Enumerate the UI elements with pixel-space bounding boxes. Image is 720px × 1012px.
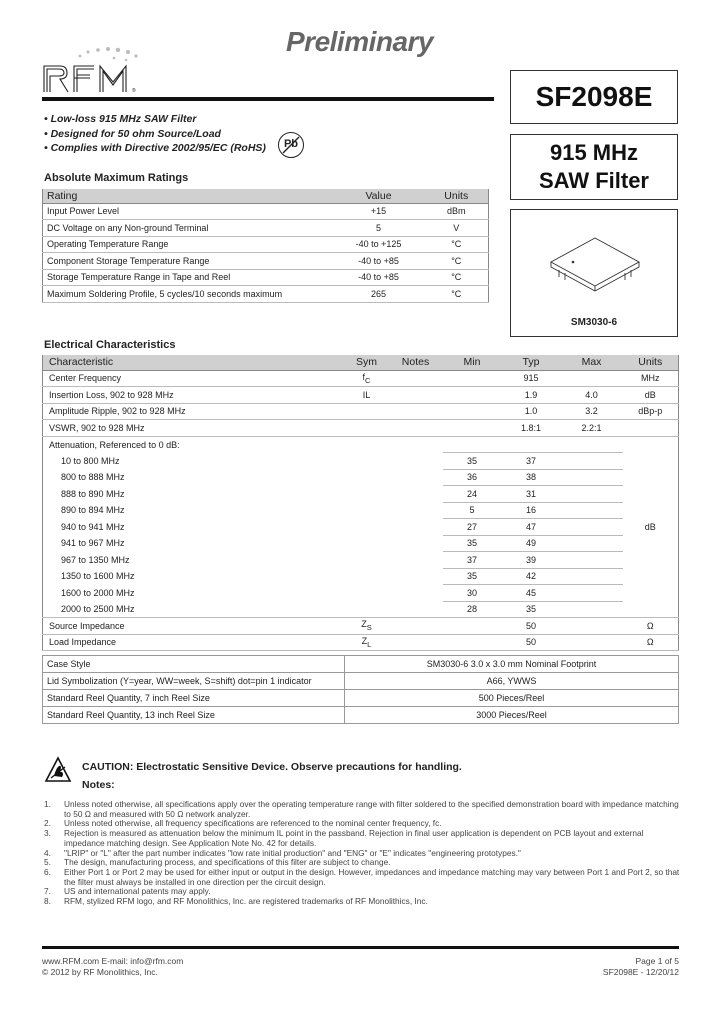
- sym-text: Z: [361, 635, 368, 646]
- note-text: Either Port 1 or Port 2 may be used for either input or output in the design. However, impedances and impedance matching may vary between Port 1 and Port 2, so that the filter must always be installed in one direction per the circuit design.: [64, 866, 680, 887]
- note-text: US and international patents may apply.: [64, 886, 211, 897]
- min-cell: 35: [443, 535, 502, 552]
- typ-cell: 47: [502, 519, 561, 536]
- attenuation-range: 10 to 800 MHz: [43, 453, 345, 470]
- table-row: [43, 203, 489, 220]
- caution-text: CAUTION: Electrostatic Sensitive Device. Observe precautions for handling.: [82, 761, 462, 773]
- footer-contact: www.RFM.com E-mail: info@rfm.com: [42, 956, 184, 966]
- typ-cell: 38: [502, 469, 561, 486]
- min-cell: 35: [443, 453, 502, 470]
- page-number: Page 1 of 5: [635, 956, 679, 966]
- attenuation-range: 2000 to 2500 MHz: [43, 601, 345, 618]
- col-header-typ: Typ: [502, 355, 561, 370]
- units-cell: °C: [425, 253, 489, 270]
- table-row: [43, 220, 489, 237]
- value-cell: 5: [333, 220, 425, 237]
- min-cell: 24: [443, 486, 502, 503]
- characteristic-cell: Source Impedance: [43, 618, 345, 635]
- max-cell: 2.2:1: [561, 420, 623, 437]
- units-cell: Ω: [623, 618, 679, 635]
- sym-cell: IL: [345, 387, 389, 404]
- table-row: [43, 269, 489, 286]
- electrical-title: Electrical Characteristics: [44, 339, 176, 351]
- note-number: 6.: [44, 866, 51, 877]
- preliminary-label: Preliminary: [286, 26, 434, 57]
- table-row: [43, 568, 679, 585]
- units-cell: dB: [623, 519, 679, 536]
- footer-copyright: © 2012 by RF Monolithics, Inc.: [42, 966, 158, 977]
- attenuation-range: 967 to 1350 MHz: [43, 552, 345, 569]
- table-row: [43, 436, 679, 453]
- pb-strike-icon: [278, 132, 304, 158]
- case-value: 500 Pieces/Reel: [345, 690, 679, 707]
- units-cell: °C: [425, 236, 489, 253]
- footer-left: [42, 956, 183, 977]
- min-cell: 37: [443, 552, 502, 569]
- rating-cell: DC Voltage on any Non-ground Terminal: [43, 220, 333, 237]
- package-name: SM3030-6: [570, 317, 618, 328]
- table-row: [43, 519, 679, 536]
- attenuation-range: 1600 to 2000 MHz: [43, 585, 345, 602]
- min-cell: 35: [443, 568, 502, 585]
- table-row: [43, 486, 679, 503]
- table-row: [43, 453, 679, 470]
- attenuation-range: 888 to 890 MHz: [43, 486, 345, 503]
- typ-cell: 49: [502, 535, 561, 552]
- rating-cell: Component Storage Temperature Range: [43, 253, 333, 270]
- attenuation-range: 890 to 894 MHz: [43, 502, 345, 519]
- characteristic-cell: Center Frequency: [43, 370, 345, 387]
- units-cell: dBp-p: [623, 403, 679, 420]
- typ-cell: 1.9: [502, 387, 561, 404]
- col-header-characteristic: Characteristic: [43, 355, 345, 370]
- col-header-max: Max: [561, 355, 623, 370]
- typ-cell: 31: [502, 486, 561, 503]
- attenuation-range: 1350 to 1600 MHz: [43, 568, 345, 585]
- table-row: [43, 286, 489, 303]
- table-row: [43, 634, 679, 651]
- table-row: [43, 236, 489, 253]
- rating-cell: Operating Temperature Range: [43, 236, 333, 253]
- min-cell: 5: [443, 502, 502, 519]
- rating-cell: Input Power Level: [43, 203, 333, 220]
- note-number: 4.: [44, 847, 51, 858]
- value-cell: +15: [333, 203, 425, 220]
- notes-title: Notes:: [82, 779, 115, 791]
- table-row: [43, 601, 679, 618]
- case-label: Lid Symbolization (Y=year, WW=week, S=shift) dot=pin 1 indicator: [43, 673, 345, 690]
- note-text: The design, manufacturing process, and specifications of this filter are subject to change.: [64, 857, 391, 868]
- col-header-value: Value: [333, 189, 425, 203]
- rating-cell: Maximum Soldering Profile, 5 cycles/10 seconds maximum: [43, 286, 333, 303]
- sym-cell: [345, 634, 389, 651]
- case-label: Standard Reel Quantity, 7 inch Reel Size: [43, 690, 345, 707]
- table-row: [43, 656, 679, 673]
- case-value: 3000 Pieces/Reel: [345, 707, 679, 724]
- feature-item: • Low-loss 915 MHz SAW Filter: [44, 113, 197, 125]
- product-description: [510, 134, 678, 200]
- footer-right: [560, 956, 679, 977]
- col-header-units: Units: [425, 189, 489, 203]
- table-row: [43, 618, 679, 635]
- list-item: [44, 868, 680, 887]
- rating-cell: Storage Temperature Range in Tape and Reel: [43, 269, 333, 286]
- package-drawing-icon: [511, 210, 679, 310]
- table-row: [43, 403, 679, 420]
- units-cell: Ω: [623, 634, 679, 651]
- sym-cell: [345, 618, 389, 635]
- characteristic-cell: Attenuation, Referenced to 0 dB:: [43, 436, 345, 453]
- feature-list: [44, 112, 266, 156]
- header-rule: [42, 97, 494, 101]
- typ-cell: 37: [502, 453, 561, 470]
- value-cell: -40 to +85: [333, 253, 425, 270]
- note-number: 2.: [44, 818, 51, 829]
- typ-cell: 1.0: [502, 403, 561, 420]
- typ-cell: 35: [502, 601, 561, 618]
- package-box: [510, 209, 678, 337]
- feature-item: • Complies with Directive 2002/95/EC (RoHS): [44, 142, 266, 154]
- attenuation-range: 800 to 888 MHz: [43, 469, 345, 486]
- sym-cell: [345, 370, 389, 387]
- units-cell: dBm: [425, 203, 489, 220]
- note-text: Rejection is measured as attenuation below the minimum IL point in the passband. Rejection in final user application is dependent on PCB layout and external impedance matching design. See Application Note No. 42 for details.: [64, 828, 644, 848]
- typ-cell: 50: [502, 634, 561, 651]
- table-row: [43, 585, 679, 602]
- value-cell: -40 to +85: [333, 269, 425, 286]
- note-number: 8.: [44, 896, 51, 907]
- case-value: SM3030-6 3.0 x 3.0 mm Nominal Footprint: [345, 656, 679, 673]
- col-header-sym: Sym: [345, 355, 389, 370]
- attenuation-range: 940 to 941 MHz: [43, 519, 345, 536]
- value-cell: -40 to +125: [333, 236, 425, 253]
- units-cell: °C: [425, 269, 489, 286]
- min-cell: 28: [443, 601, 502, 618]
- note-number: 5.: [44, 857, 51, 868]
- table-row: [43, 387, 679, 404]
- note-text: Unless noted otherwise, all specifications apply over the operating temperature range with filter soldered to the specified demonstration board with impedance matching to 50 Ω and measured with 50 Ω network analyzer.: [64, 799, 679, 819]
- notes-list: [44, 800, 680, 907]
- units-cell: dB: [623, 387, 679, 404]
- abs-max-title: Absolute Maximum Ratings: [44, 172, 189, 184]
- table-row: [43, 502, 679, 519]
- esd-warning-icon: [44, 756, 72, 784]
- value-cell: 265: [333, 286, 425, 303]
- case-label: Case Style: [43, 656, 345, 673]
- characteristic-cell: Amplitude Ripple, 902 to 928 MHz: [43, 403, 345, 420]
- typ-cell: 50: [502, 618, 561, 635]
- table-row: [43, 469, 679, 486]
- case-label: Standard Reel Quantity, 13 inch Reel Size: [43, 707, 345, 724]
- table-row: [43, 690, 679, 707]
- list-item: [44, 829, 680, 848]
- pb-symbol: Pb: [283, 138, 299, 150]
- note-number: 3.: [44, 828, 51, 839]
- feature-item: • Designed for 50 ohm Source/Load: [44, 127, 221, 140]
- list-item: [44, 897, 680, 907]
- abs-max-table: [42, 189, 489, 303]
- sym-subscript: L: [367, 639, 372, 649]
- doc-revision: SF2098E - 12/20/12: [602, 966, 679, 977]
- desc-line-1: 915 MHz: [549, 140, 639, 165]
- col-header-rating: Rating: [43, 189, 333, 203]
- note-number: 7.: [44, 886, 51, 897]
- col-header-units: Units: [623, 355, 679, 370]
- characteristic-cell: VSWR, 902 to 928 MHz: [43, 420, 345, 437]
- typ-cell: 45: [502, 585, 561, 602]
- typ-cell: 1.8:1: [502, 420, 561, 437]
- case-value: A66, YWWS: [345, 673, 679, 690]
- max-cell: 4.0: [561, 387, 623, 404]
- note-text: Unless noted otherwise, all frequency specifications are referenced to the nominal center frequency, fc.: [64, 818, 442, 829]
- footer-rule: [42, 946, 679, 949]
- typ-cell: 16: [502, 502, 561, 519]
- note-text: RFM, stylized RFM logo, and RF Monolithics, Inc. are registered trademarks of RF Monolithics, Inc.: [64, 896, 428, 907]
- attenuation-range: 941 to 967 MHz: [43, 535, 345, 552]
- table-row: [43, 552, 679, 569]
- table-row: [43, 673, 679, 690]
- min-cell: 36: [443, 469, 502, 486]
- note-text: "LRIP" or "L" after the part number indicates "low rate initial production" and "ENG" or "E" indicates "engineering prototypes.": [64, 847, 521, 858]
- units-cell: °C: [425, 286, 489, 303]
- col-header-notes: Notes: [389, 355, 443, 370]
- sym-text: f: [362, 371, 366, 382]
- units-cell: MHz: [623, 370, 679, 387]
- sym-subscript: C: [365, 375, 371, 385]
- max-cell: 3.2: [561, 403, 623, 420]
- svg-text:®: ®: [132, 88, 136, 94]
- note-number: 1.: [44, 799, 51, 809]
- table-row: [43, 370, 679, 387]
- min-cell: 30: [443, 585, 502, 602]
- case-table: [42, 655, 679, 724]
- table-row: [43, 420, 679, 437]
- desc-line-2: SAW Filter: [538, 168, 649, 193]
- sym-text: Z: [361, 619, 367, 630]
- col-header-min: Min: [443, 355, 502, 370]
- rfm-logo-icon: [40, 44, 150, 94]
- table-row: [43, 707, 679, 724]
- list-item: [44, 800, 680, 819]
- characteristic-cell: Load Impedance: [43, 634, 345, 651]
- typ-cell: 915: [502, 370, 561, 387]
- typ-cell: 39: [502, 552, 561, 569]
- units-cell: V: [425, 220, 489, 237]
- part-number: SF2098E: [510, 70, 678, 124]
- min-cell: 27: [443, 519, 502, 536]
- sym-subscript: S: [366, 623, 372, 633]
- typ-cell: 42: [502, 568, 561, 585]
- table-row: [43, 535, 679, 552]
- electrical-table: [42, 355, 679, 651]
- table-row: [43, 253, 489, 270]
- characteristic-cell: Insertion Loss, 902 to 928 MHz: [43, 387, 345, 404]
